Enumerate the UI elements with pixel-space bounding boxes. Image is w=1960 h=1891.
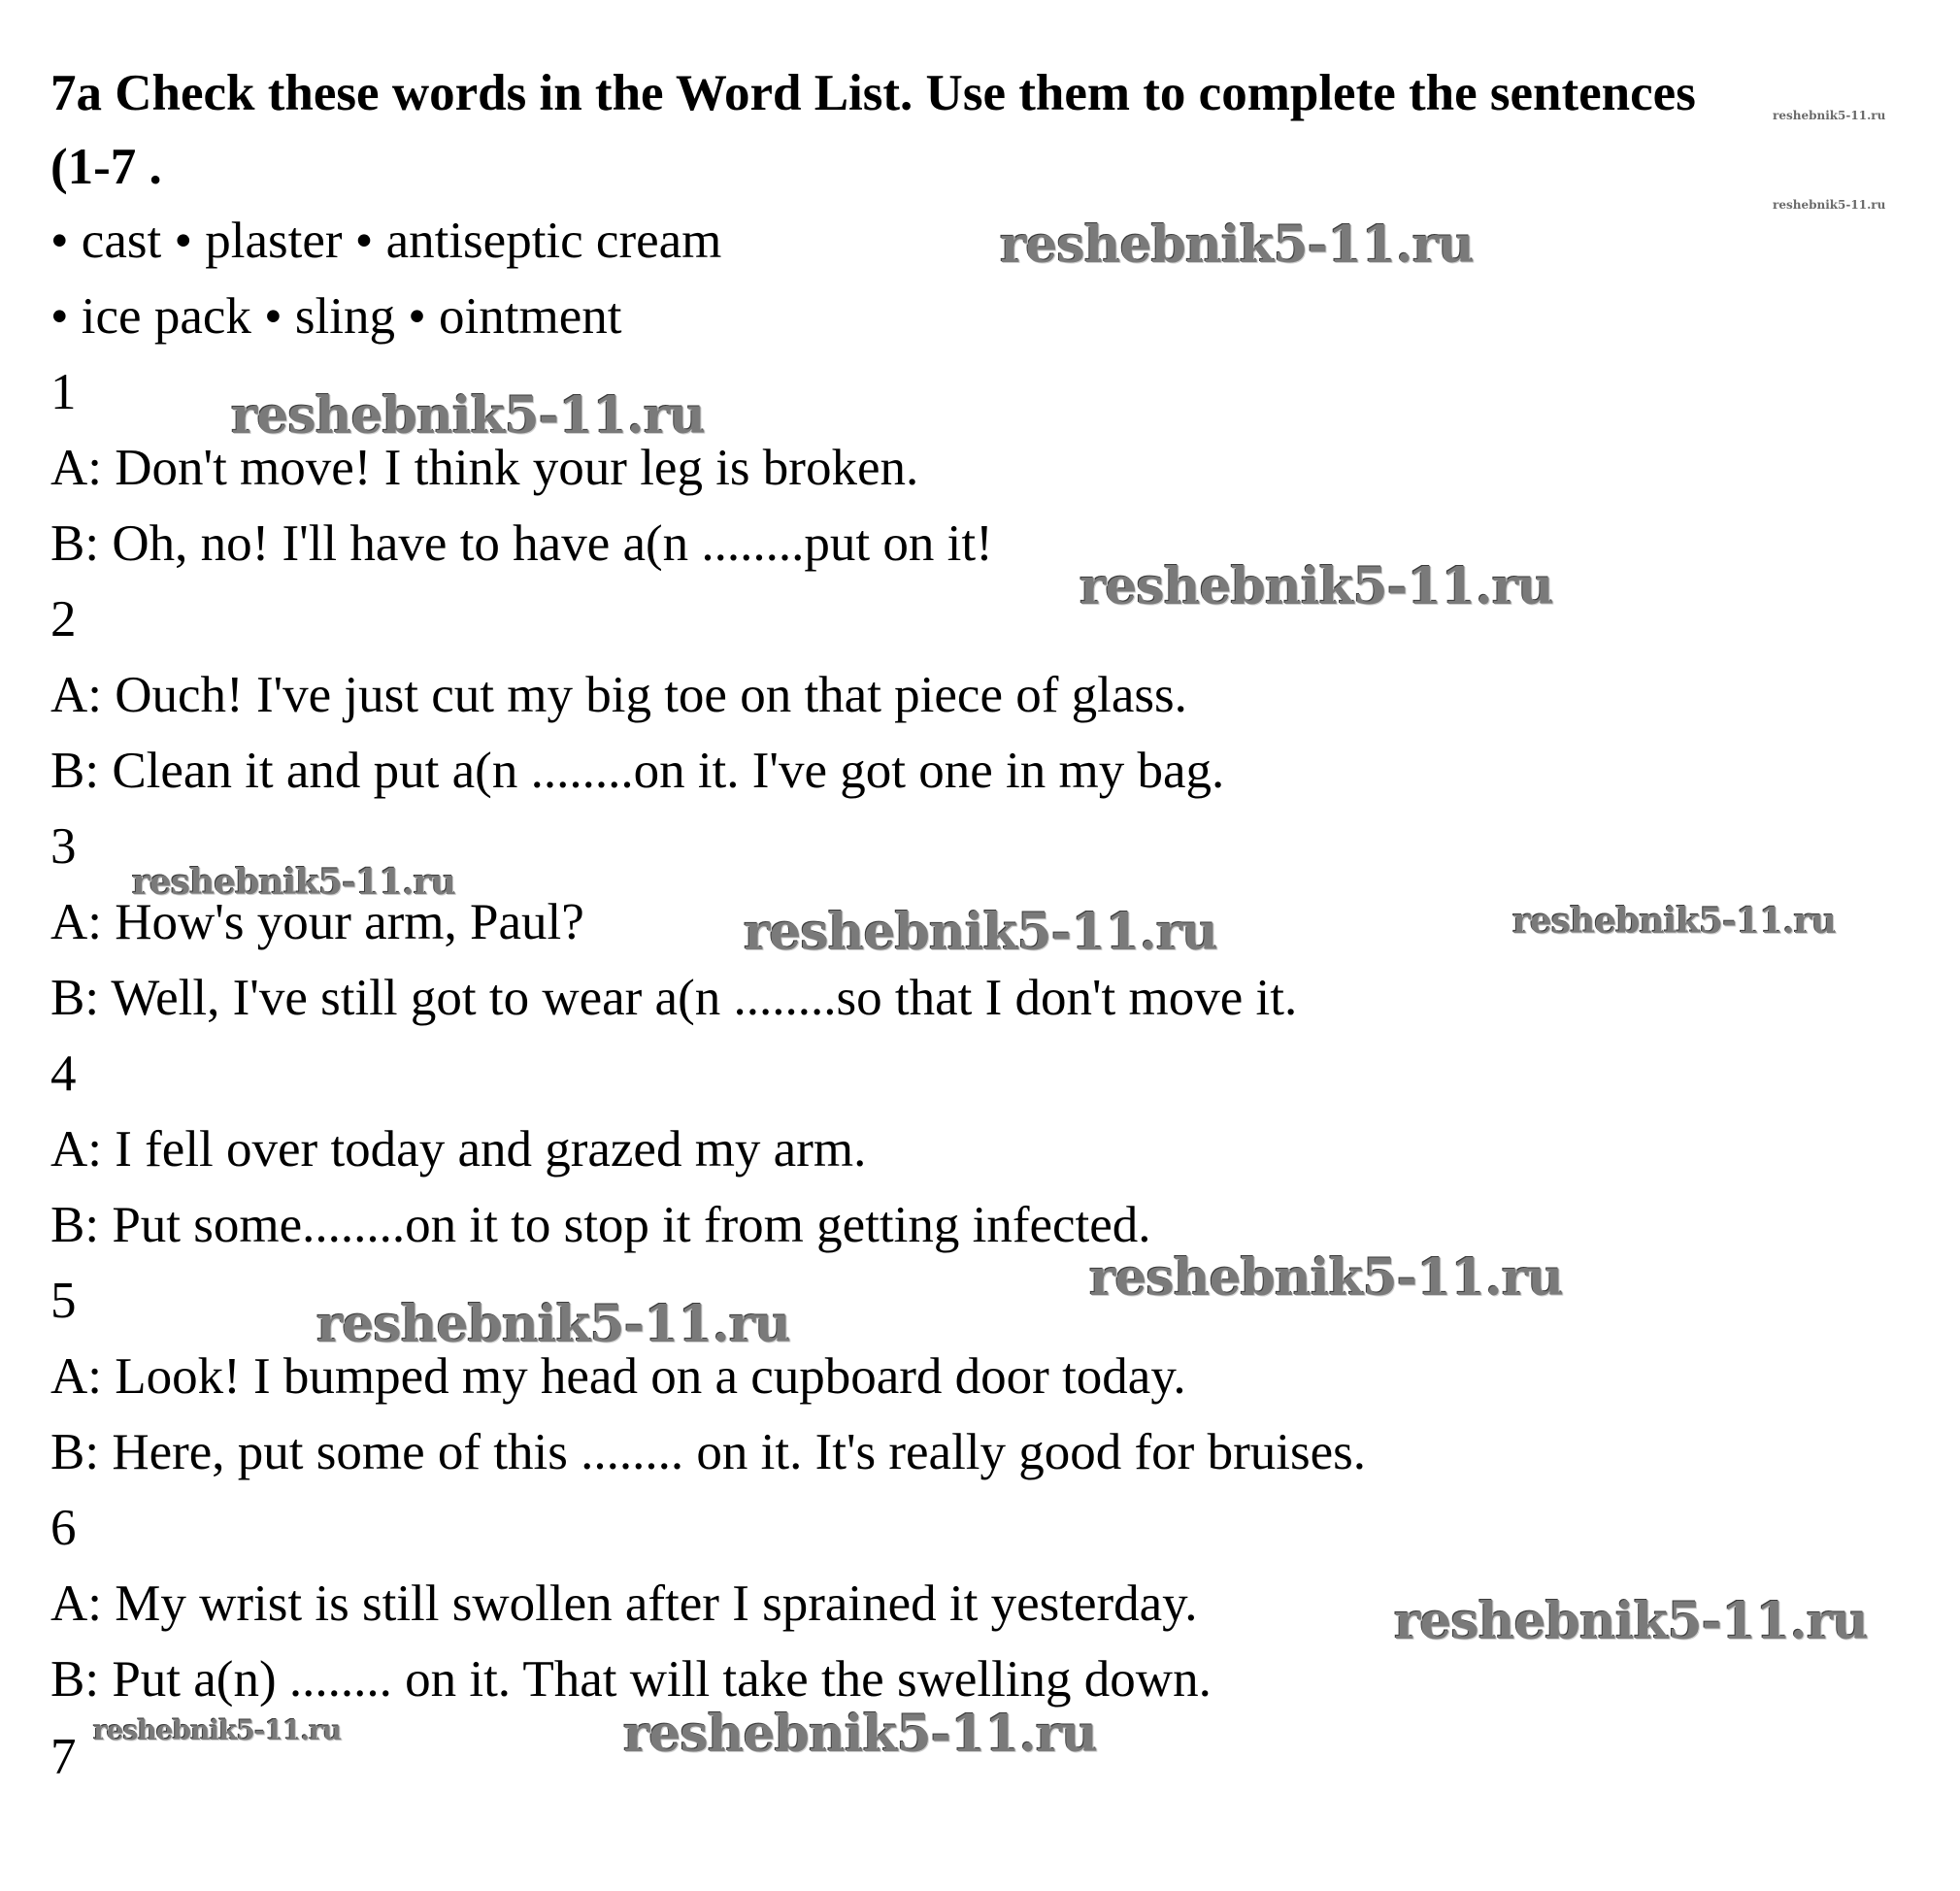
watermark: reshebnik5-11.ru [1000,216,1475,275]
dialogue-line-a: A: My wrist is still swollen after I sprained it yesterday. [50,1576,1198,1632]
word-list-line-2: • ice pack • sling • ointment [50,288,622,345]
dialogue-number: 7 [50,1729,77,1785]
watermark: reshebnik5-11.ru [1089,1248,1564,1308]
watermark: reshebnik5-11.ru [316,1295,791,1354]
dialogue-line-a: A: Look! I bumped my head on a cupboard door today. [50,1348,1186,1405]
watermark: reshebnik5-11.ru [1512,901,1836,942]
dialogue-number: 1 [50,364,77,420]
dialogue-number: 4 [50,1045,77,1102]
watermark: reshebnik5-11.ru [623,1705,1098,1764]
watermark: reshebnik5-11.ru [1394,1592,1869,1651]
dialogue-number: 2 [50,591,77,647]
dialogue-line-b: B: Oh, no! I'll have to have a(n ........put on it! [50,515,993,572]
exercise-title-continued: (1-7 . [50,139,162,195]
dialogue-line-b: B: Well, I've still got to wear a(n ........so that I don't move it. [50,970,1298,1026]
exercise-title: 7a Check these words in the Word List. Use them to complete the sentences [50,65,1696,121]
watermark: reshebnik5-11.ru [132,862,455,903]
watermark: reshebnik5-11.ru [1080,557,1554,616]
watermark: reshebnik5-11.ru [1773,198,1886,212]
dialogue-line-a: A: Ouch! I've just cut my big toe on that piece of glass. [50,667,1187,723]
watermark: reshebnik5-11.ru [744,903,1218,962]
dialogue-number: 6 [50,1500,77,1556]
word-list-line-1: • cast • plaster • antiseptic cream [50,213,722,269]
dialogue-line-b: B: Put some........on it to stop it from getting infected. [50,1197,1151,1253]
dialogue-line-b: B: Here, put some of this ........ on it. It's really good for bruises. [50,1424,1366,1480]
dialogue-line-a: A: Don't move! I think your leg is broken. [50,440,919,496]
watermark: reshebnik5-11.ru [93,1714,342,1746]
watermark: reshebnik5-11.ru [231,386,706,446]
watermark: reshebnik5-11.ru [1773,109,1886,122]
dialogue-number: 3 [50,818,77,875]
dialogue-line-b: B: Put a(n) ........ on it. That will take the swelling down. [50,1651,1212,1708]
dialogue-line-a: A: How's your arm, Paul? [50,894,584,950]
dialogue-line-b: B: Clean it and put a(n ........on it. I've got one in my bag. [50,743,1225,799]
dialogue-line-a: A: I fell over today and grazed my arm. [50,1121,867,1178]
dialogue-number: 5 [50,1273,77,1329]
